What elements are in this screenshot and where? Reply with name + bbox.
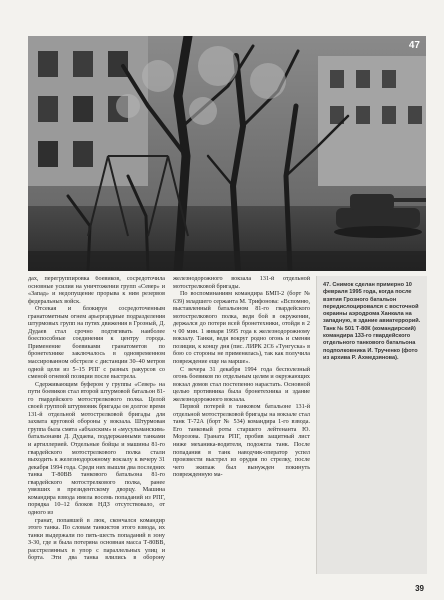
paragraph: Отсекая и блокируя сосредоточенным гранатометным огнем арьергардные подразделения штурмовых групп на путях движения в Грозный, Д. Дудаев стал срочно подтягивать наиболее боеспособные соединения к центру города. Применение боевиками гранатометов по бронетехнике заключалось в одновременном массированном обстреле с дистанции 30–40 метров одной цели из 5–15 РПГ с разных ракурсов со сменой огневой позиции после выстрела.: [28, 306, 165, 381]
paragraph: По воспоминаниям командира БМП-2 (борт № 639) младшего сержанта М. Трифонова: «Вспомню, выставленный батальоном 81-го гвардейского мотострелкового полка, ведя бой в окружении, держался до потери всей бронетехники, отойдя в 2 ч 00 мин. 1 января 1995 года к железнодорожному вокзалу. Танки, ведя вокруг родно огонь и сменяя позиции, к концу дня (пис. ЛИРК 2С6 «Тунгуска» в бою со стороны не применялась), так как получила повреждение еще на марше».: [173, 291, 310, 366]
paragraph: дах, перегруппировка боевиков, сосредоточила основные усилия на уничтожении групп «Север» и «Запад» и недопущение прорыва к ним резервов федеральных войск.: [28, 276, 165, 305]
body-text: [28, 276, 310, 574]
paragraph: Сдерживающим буфером у группы «Север» на пути боевиков стал второй штурмовой батальон 81-го гвардейского мотострелкового полка. Целой своей группой штурмовик бригады он долгое время 131-й отдельной мотострелковой бригады для захвата круговой обороны у вокзала. Штурмовая группа была смята «абхазским» и «мусульманским» батальонами Д. Дудаева, поддержанными танками и артиллерией. Отдельные бойцы и машины 81-го гвардейского мотострелкового полка стали выходить к железнодорожному вокзалу к вечеру 31 декабря 1994 года. Среди них вышли два последних танка Т-80ВВ танкового батальона 81-го гвардейского мотострелкового полка, ранее увязших в президентскому дворцу. Машина командира взвода имела восемь попаданий из РПГ, порядка 10–12 блоков НДЗ отсутствовало, от одного из: [28, 381, 165, 516]
text-columns: [28, 276, 310, 574]
paragraph: гранат, попавшей в люк, скончался командир этого танка. По словам танкистов этого взвода, их танки выдержали по пять-шесть попаданий в зону З-30, где и была потеряна основная масса Т-80ВВ, расстрелянных в упор с параллельных улиц и борта. Эти два танка влились в оборону железнодорожного вокзала 131-й отдельной мотострелковой бригады.: [28, 276, 310, 562]
page-number: 39: [415, 584, 424, 593]
photo-number: 47: [408, 40, 420, 51]
caption-sidebar: [316, 276, 427, 574]
photo-image: [28, 36, 426, 271]
paragraph: С вечера 31 декабря 1994 года бесполезный огонь боевиков по отдельным целям и окружающих вокзал домов стал постепенно нарастать. Основной целью противника была бронетехника и здание железнодорожного вокзала.: [173, 366, 310, 403]
photo-caption: 47. Снимок сделан примерно 10 февраля 1995 года, когда после взятия Грозного батальон передислоцировался с восточной окраины аэродрома Ханкала на западную, в здание авиатеррорий. Танк № 501 Т-80К (командирский) командира 133-го гвардейского отдельного танкового батальона подполковника И. Трученко (фото из архива Р. Ахмедзянова).: [323, 282, 421, 361]
paragraph: Первой потерей в танковом батальоне 131-й отдельной мотострелковой бригады на вокзале стал танк Т-72А (борт № 534) командира 1-го взвода. Его танковый роты старшего лейтенанта Ю. Морозова. Граната РПГ, пробив защитный лист ниже механика-водителя, подожгла танк. После попадания в танк наводчик-оператор успел произвести выстрел из орудия по стрелку, после чего экипаж был вынужден покинуть поврежденную ма-: [173, 404, 310, 479]
photo-47: [28, 36, 426, 271]
